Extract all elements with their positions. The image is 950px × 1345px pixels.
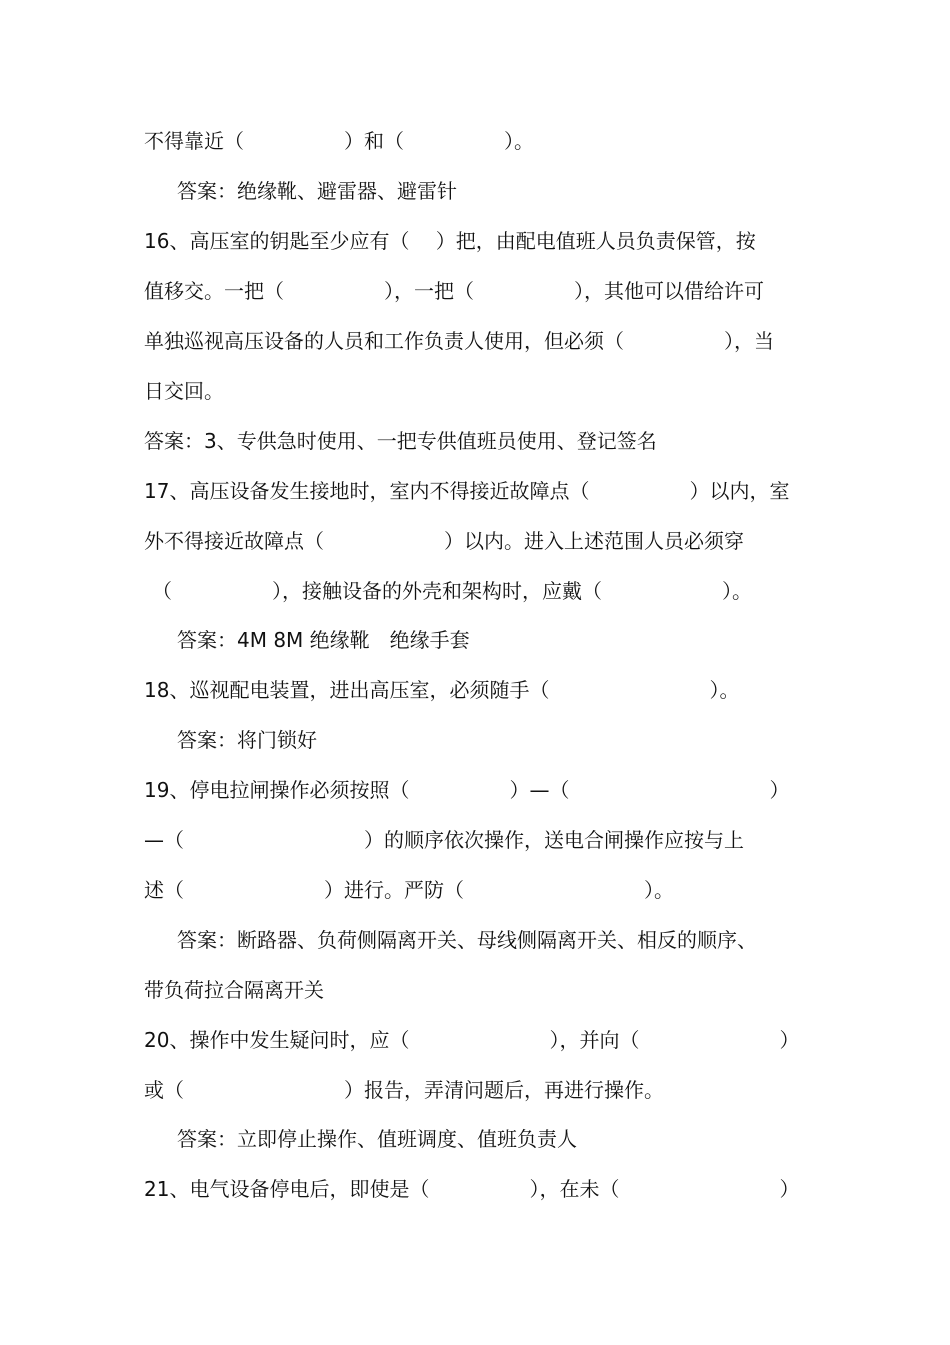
question-18: 18、巡视配电装置，进出高压室，必须随手（ ）。 (144, 678, 740, 702)
answer-17: 答案：4M 8M 绝缘靴 绝缘手套 (177, 628, 470, 652)
question-15-continuation: 不得靠近（ ）和（ ）。 (144, 129, 534, 153)
question-16-line-1: 16、高压室的钥匙至少应有（ ）把，由配电值班人员负责保管，按 (144, 229, 756, 253)
question-20-line-2: 或（ ）报告，弄清问题后，再进行操作。 (144, 1078, 664, 1102)
question-16-line-2: 值移交。一把（ ），一把（ ），其他可以借给许可 (144, 279, 764, 303)
question-17-line-2: 外不得接近故障点（ ）以内。进入上述范围人员必须穿 (144, 529, 744, 553)
question-17-line-3: （ ），接触设备的外壳和架构时，应戴（ ）。 (152, 579, 752, 603)
answer-19-line-2: 带负荷拉合隔离开关 (144, 978, 324, 1002)
question-17-line-1: 17、高压设备发生接地时，室内不得接近故障点（ ）以内，室 (144, 479, 790, 503)
answer-15: 答案：绝缘靴、避雷器、避雷针 (177, 179, 457, 203)
answer-16: 答案：3、专供急时使用、一把专供值班员使用、登记签名 (144, 429, 657, 453)
answer-18: 答案：将门锁好 (177, 728, 317, 752)
question-19-line-1: 19、停电拉闸操作必须按照（ ）—（ ） (144, 778, 790, 802)
question-19-line-3: 述（ ）进行。严防（ ）。 (144, 878, 674, 902)
question-20-line-1: 20、操作中发生疑问时，应（ ），并向（ ） (144, 1028, 800, 1052)
question-21-line-1: 21、电气设备停电后，即使是（ ），在未（ ） (144, 1177, 800, 1201)
answer-19-line-1: 答案：断路器、负荷侧隔离开关、母线侧隔离开关、相反的顺序、 (177, 928, 757, 952)
question-16-line-3: 单独巡视高压设备的人员和工作负责人使用，但必须（ ），当 (144, 329, 774, 353)
answer-20: 答案：立即停止操作、值班调度、值班负责人 (177, 1127, 577, 1151)
question-16-line-4: 日交回。 (144, 379, 224, 403)
question-19-line-2: —（ ）的顺序依次操作，送电合闸操作应按与上 (144, 828, 744, 852)
